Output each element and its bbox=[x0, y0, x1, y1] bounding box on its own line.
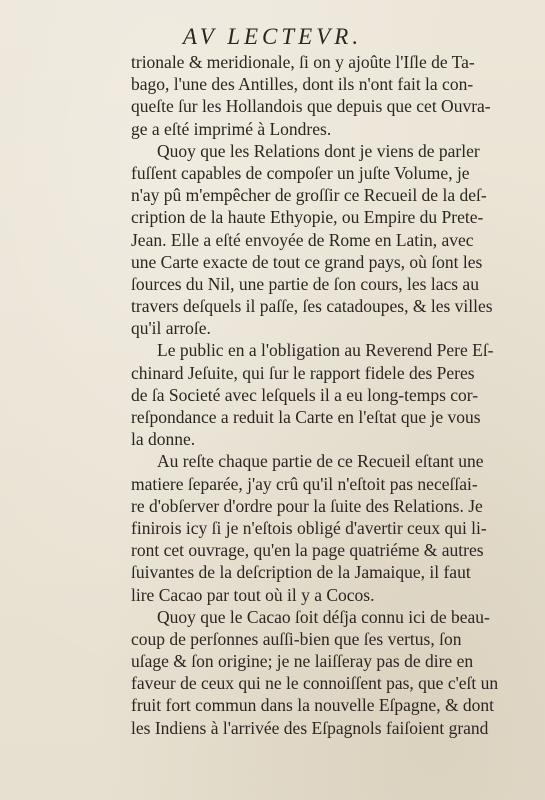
text-line: faveur de ceux qui ne le connoiſſent pas, que c'eſt un bbox=[131, 673, 499, 694]
paragraph-first-line: Quoy que le Cacao ſoit déſja connu ici de beau- bbox=[157, 606, 490, 627]
text-line: trionale & meridionale, ſi on y ajoûte l'Iſle de Ta- bbox=[131, 52, 475, 72]
text-line: une Carte exacte de tout ce grand pays, où ſont les bbox=[131, 251, 483, 272]
text-line: finirois icy ſi je n'eſtois obligé d'avertir ceux qui li- bbox=[131, 517, 487, 538]
text-line: les Indiens à l'arrivée des Eſpagnols faiſoient grand bbox=[131, 717, 489, 738]
text-line: ſuivantes de la deſcription de la Jamaique, il faut bbox=[131, 562, 471, 583]
body-text bbox=[131, 51, 531, 739]
text-line: Jean. Elle a eſté envoyée de Rome en Latin, avec bbox=[131, 229, 474, 250]
text-line: qu'il arroſe. bbox=[131, 318, 211, 339]
text-line: uſage & ſon origine; je ne laiſſeray pas de dire en bbox=[131, 651, 474, 672]
text-line: matiere ſeparée, j'ay crû qu'il n'eſtoit pas neceſſai- bbox=[131, 473, 478, 494]
running-head: AV LECTEVR. bbox=[182, 24, 363, 49]
text-line: lire Cacao par tout où il y a Cocos. bbox=[131, 584, 375, 605]
paragraph-first-line: Le public en a l'obligation au Reverend Pere Eſ- bbox=[157, 340, 494, 361]
text-line: la donne. bbox=[131, 429, 196, 450]
text-line: n'ay pû m'empêcher de groſſir ce Recueil de la deſ- bbox=[131, 185, 487, 206]
paragraph-first-line: Au reſte chaque partie de ce Recueil eſtant une bbox=[157, 451, 484, 472]
text-line: cription de la haute Ethyopie, ou Empire du Prete- bbox=[131, 207, 484, 228]
text-line: fruit fort commun dans la nouvelle Eſpagne, & dont bbox=[131, 695, 495, 716]
text-line: chinard Jeſuite, qui ſur le rapport fidele des Peres bbox=[131, 362, 475, 383]
paragraph-first-line: Quoy que les Relations dont je viens de parler bbox=[157, 140, 480, 161]
text-line: ront cet ouvrage, qu'en la page quatriéme & autres bbox=[131, 540, 484, 561]
text-line: queſte ſur les Hollandois que depuis que cet Ouvra- bbox=[131, 96, 491, 117]
text-line: de ſa Societé avec leſquels il a eu long-temps cor- bbox=[131, 384, 479, 405]
text-line: reſpondance a reduit la Carte en l'eſtat que je vous bbox=[131, 407, 481, 427]
text-line: ſources du Nil, une partie de ſon cours, les lacs au bbox=[131, 273, 479, 294]
text-line: coup de perſonnes auſſi-bien que ſes vertus, ſon bbox=[131, 628, 462, 649]
text-line: ge a eſté imprimé à Londres. bbox=[131, 118, 332, 139]
text-line: fuſſent capables de compoſer un juſte Volume, je bbox=[131, 162, 470, 183]
text-line: re d'obſerver d'ordre pour la ſuite des Relations. Je bbox=[131, 495, 483, 516]
text-line: bago, l'une des Antilles, dont ils n'ont fait la con- bbox=[131, 74, 474, 95]
text-line: travers deſquels il paſſe, ſes catadoupes, & les villes bbox=[131, 296, 493, 317]
